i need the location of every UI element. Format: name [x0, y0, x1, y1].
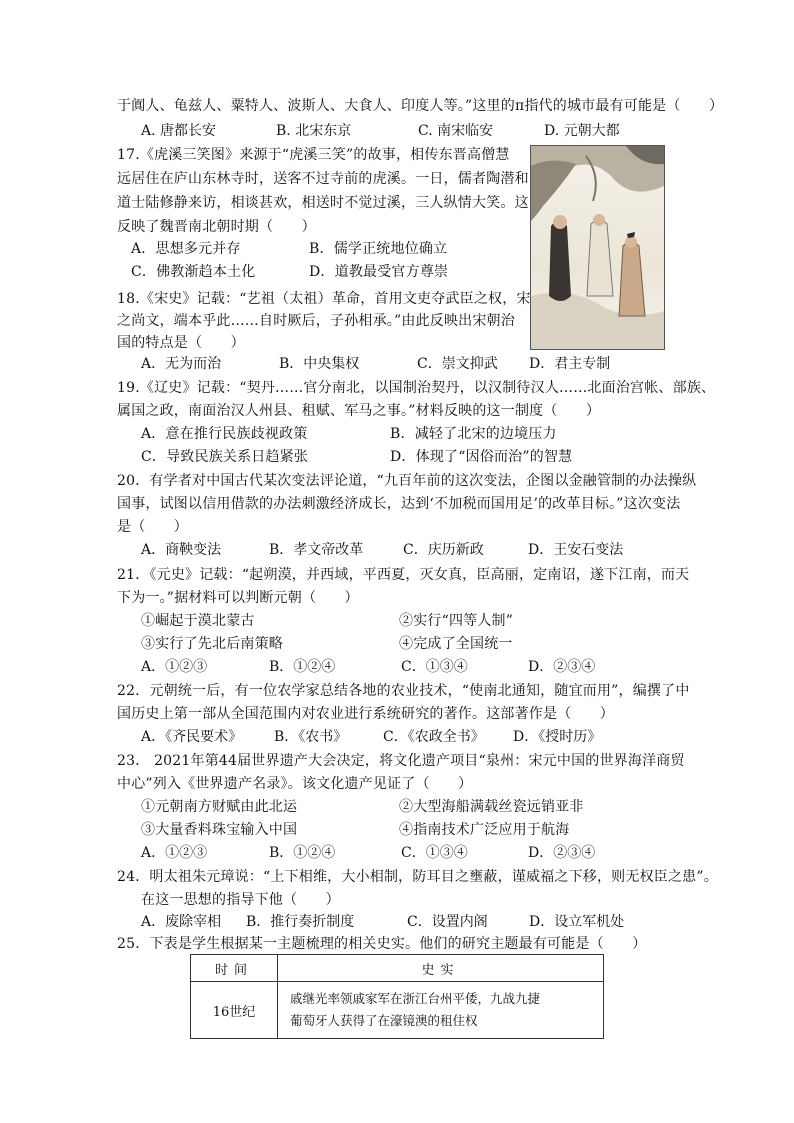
q17-option-d: D．道教最受官方尊崇: [309, 264, 449, 280]
q17-line-2: 远居住在庐山东林寺时，送客不过寺前的虎溪。一日，儒者陶潜和: [117, 171, 529, 187]
q24-option-b: B．推行奏折制度: [246, 914, 355, 930]
q21-line-1: 21．《元史》记载：“起朔漠，并西域，平西夏，灭女真，臣高丽，定南诏，遂下江南，而天: [117, 567, 690, 583]
q23-option-c: C．①③④: [401, 845, 468, 861]
q24-line-1: 24．明太祖朱元璋说：“上下相维，大小相制，防耳目之壅蔽，谨威福之下移，则无权臣之患”。: [117, 869, 718, 885]
q19-option-c: C．导致民族关系日趋紧张: [141, 449, 309, 465]
q18-line-2: 之尚文，端本乎此……自时厥后，子孙相承。”由此反映出宋朝治: [117, 313, 515, 329]
q23-option-b: B．①②④: [269, 845, 336, 861]
q23-item-1: ①元朝南方财赋由此北运: [141, 799, 298, 815]
q24-option-d: D．设立军机处: [529, 914, 625, 930]
q21-line-2: 下为一。”据材料可以判断元朝（ ）: [117, 590, 359, 606]
q21-item-3: ③实行了先北后南策略: [141, 636, 283, 652]
q20-line-1: 20．有学者对中国古代某次变法评论道，“九百年前的这次变法，企图以金融管制的办法操纵: [117, 473, 697, 489]
q18-option-a: A．无为而治: [141, 356, 222, 372]
table-fact-2: 葡萄牙人获得了在濠镜澳的租住权: [290, 1013, 478, 1028]
q20-line-2: 国事，试图以信用借款的办法刺激经济成长，达到‘不加税而国用足’的改革目标。”这次变法: [117, 496, 681, 512]
q21-item-2: ②实行“四等人制”: [399, 613, 514, 629]
q17-line-4: 反映了魏晋南北朝时期（ ）: [117, 219, 316, 235]
q22-option-d: D．《授时历》: [513, 729, 602, 745]
q16-stem-tail: 于阗人、龟兹人、粟特人、波斯人、大食人、印度人等。”这里的π指代的城市最有可能是（ ）: [117, 98, 724, 114]
q21-item-4: ④完成了全国统一: [399, 636, 513, 652]
q20-option-c: C．庆历新政: [403, 542, 484, 558]
q17-line-1: 17.《虎溪三笑图》来源于“虎溪三笑”的故事，相传东晋高僧慧: [117, 147, 510, 163]
q22-line-2: 国历史上第一部从全国范围内对农业进行系统研究的著作。这部著作是（ ）: [117, 706, 614, 722]
q25-table: [190, 954, 604, 1039]
table-header-time: 时间: [191, 955, 278, 982]
q18-line-1: 18.《宋史》记载：“艺祖（太祖）革命，首用文吏夺武臣之权，宋: [117, 291, 531, 307]
q21-options: [141, 658, 701, 676]
q17-line-3: 道士陆修静来访，相谈甚欢，相送时不觉过溪，三人纵情大笑。这: [117, 195, 529, 211]
q23-item-4: ④指南技术广泛应用于航海: [399, 822, 570, 838]
q17-option-c: C．佛教渐趋本土化: [131, 264, 256, 280]
q20-option-d: D．王安石变法: [528, 542, 624, 558]
q19-option-b: B．减轻了北宋的边境压力: [390, 426, 557, 442]
q16-options: [141, 122, 701, 140]
q21-option-b: B．①②④: [269, 659, 336, 675]
q16-option-c: C. 南宋临安: [418, 123, 494, 139]
table-fact-1: 戚继光率领戚家军在浙江台州平倭，九战九捷: [290, 991, 541, 1006]
q22-options: [141, 728, 701, 746]
q20-option-a: A．商鞅变法: [141, 542, 222, 558]
table-cell-time: 16世纪: [191, 982, 278, 1039]
q23-line-2: 中心”列入《世界遗产名录》。该文化遗产见证了（ ）: [117, 776, 473, 792]
q20-options: [141, 541, 701, 559]
q16-option-b: B. 北宋东京: [276, 123, 352, 139]
table-header-facts: 史实: [278, 955, 604, 982]
q18-option-c: C．崇文抑武: [417, 356, 498, 372]
q22-line-1: 22．元朝统一后，有一位农学家总结各地的农业技术，“使南北通知，随宜而用”，编撰了中: [117, 683, 690, 699]
q23-line-1: 23． 2021年第44届世界遗产大会决定，将文化遗产项目“泉州：宋元中国的世界海洋商贸: [117, 753, 685, 769]
q24-options: [141, 913, 701, 931]
q16-option-a: A. 唐都长安: [141, 123, 217, 139]
q20-line-3: 是（ ）: [117, 519, 188, 535]
q22-option-c: C．《农政全书》: [383, 729, 485, 745]
q25-line-1: 25．下表是学生根据某一主题梳理的相关史实。他们的研究主题最有可能是（ ）: [117, 936, 647, 952]
q18-line-3: 国的特点是（ ）: [117, 335, 245, 351]
q19-option-d: D．体现了“因俗而治”的智慧: [390, 449, 573, 465]
huxi-sanxiao-painting: [530, 145, 665, 350]
q20-option-b: B．孝文帝改革: [269, 542, 364, 558]
q19-line-1: 19.《辽史》记载：“契丹……官分南北，以国制治契丹，以汉制待汉人……北面治宫帐、部族、: [117, 380, 716, 396]
q22-option-a: A．《齐民要术》: [141, 729, 243, 745]
q17-option-b: B．儒学正统地位确立: [309, 241, 448, 257]
q17-option-a: A．思想多元并存: [131, 241, 241, 257]
q23-options: [141, 844, 701, 862]
q23-item-3: ③大量香料珠宝输入中国: [141, 822, 298, 838]
table-cell-facts: [278, 982, 604, 1039]
q23-item-2: ②大型海船满载丝瓷远销亚非: [399, 799, 584, 815]
q24-option-c: C．设置内阁: [407, 914, 488, 930]
q18-option-d: D．君主专制: [529, 356, 611, 372]
q21-option-c: C．①③④: [401, 659, 468, 675]
q18-option-b: B．中央集权: [279, 356, 360, 372]
q16-option-d: D. 元朝大都: [544, 123, 620, 139]
q21-option-d: D．②③④: [528, 659, 596, 675]
q21-item-1: ①崛起于漠北蒙古: [141, 613, 255, 629]
q23-option-a: A．①②③: [141, 845, 208, 861]
q23-option-d: D．②③④: [528, 845, 596, 861]
q19-line-2: 属国之政，南面治汉人州县、租赋、军马之事。”材料反映的这一制度（ ）: [117, 403, 601, 419]
q19-option-a: A．意在推行民族歧视政策: [141, 426, 308, 442]
table-row: [191, 982, 604, 1039]
q22-option-b: B．《农书》: [274, 729, 348, 745]
q18-options: [141, 355, 701, 373]
q21-option-a: A．①②③: [141, 659, 208, 675]
q24-line-2: 在这一思想的指导下他（ ）: [141, 892, 340, 908]
q24-option-a: A．废除宰相: [141, 914, 222, 930]
